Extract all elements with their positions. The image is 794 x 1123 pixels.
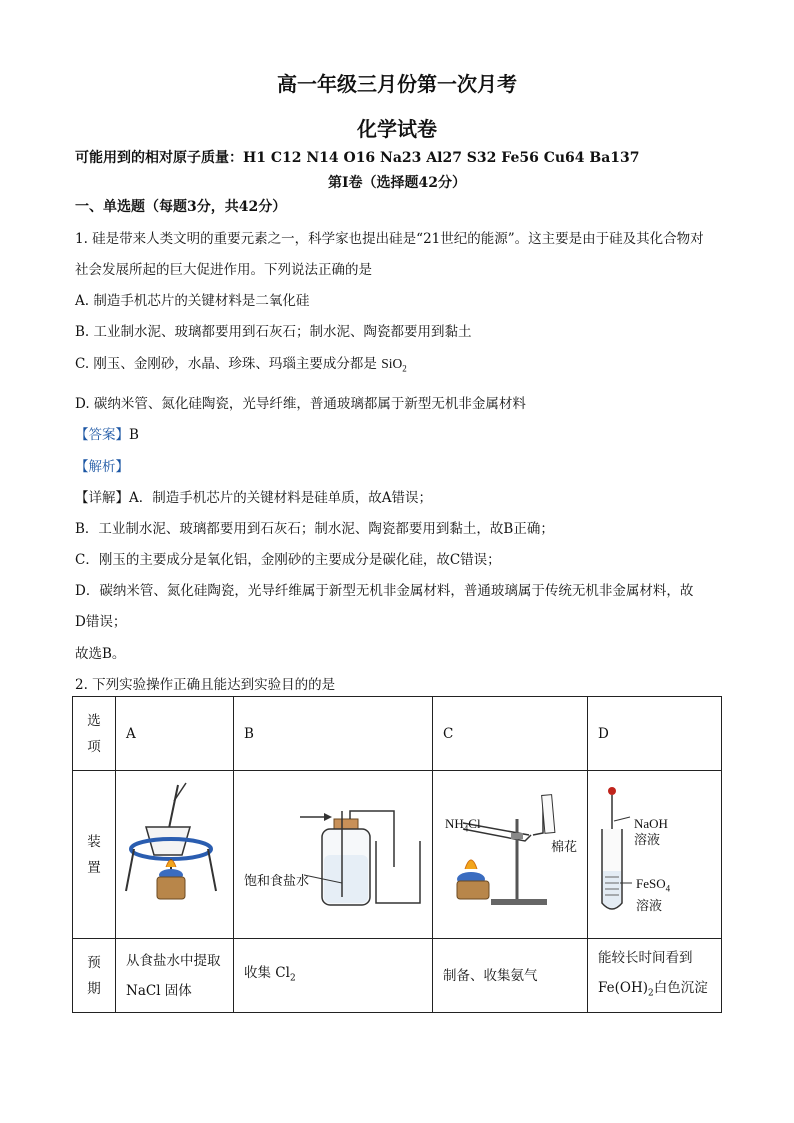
analysis-label: 【解析】 <box>75 459 129 475</box>
experiment-table <box>72 696 722 1013</box>
q1-stem-line1: 1. 硅是带来人类文明的重要元素之一，科学家也提出硅是“21世纪的能源”。这主要是由于硅及其化合物对 <box>75 231 704 247</box>
naoh-solution-text: 溶液 <box>634 833 661 848</box>
detail-b: B．工业制水泥、玻璃都要用到石灰石；制水泥、陶瓷都要用到黏土，故B正确； <box>75 521 554 537</box>
cell-expect-b <box>234 939 433 1013</box>
feso4-sub: 4 <box>665 883 671 894</box>
saturated-brine-label: 饱和食盐水 <box>244 874 310 889</box>
cell-text: 置 <box>87 859 101 876</box>
cell-text: 选 <box>87 712 101 729</box>
cell-expect-header <box>73 939 116 1013</box>
exam-subtitle: 化学试卷 <box>357 117 437 141</box>
cell-header-b: B <box>234 697 433 771</box>
naoh-text: NaOH <box>634 816 668 831</box>
q1-stem-line2: 社会发展所起的巨大促进作用。下列说法正确的是 <box>75 262 372 278</box>
cell-header-a: A <box>116 697 234 771</box>
detail-label: 【详解】 <box>75 490 129 506</box>
feoh2-sub: 2 <box>648 988 654 999</box>
cell-text: 项 <box>87 738 101 755</box>
cell-expect-a <box>116 939 234 1013</box>
detail-a-text: A．制造手机芯片的关键材料是硅单质，故A错误； <box>129 490 432 506</box>
q1-answer <box>75 423 139 443</box>
cell-text: 预 <box>87 954 101 971</box>
cell-expect-d <box>588 939 722 1013</box>
section-title: 一、单选题（每题3分，共42分） <box>75 199 287 215</box>
feso4-text: FeSO <box>636 876 666 891</box>
table-row-expectation <box>73 939 722 1013</box>
cell-option-header <box>73 697 116 771</box>
sio2-formula-main: SiO <box>381 356 403 371</box>
q1-option-a: A. 制造手机芯片的关键材料是二氧化硅 <box>75 293 310 309</box>
feoh2-text: Fe(OH) <box>598 979 648 996</box>
q2-stem: 2. 下列实验操作正确且能达到实验目的的是 <box>75 677 336 693</box>
cell-text: 从食盐水中提取 <box>126 952 221 969</box>
detail-c: C．刚玉的主要成分是氧化铝，金刚砂的主要成分是碳化硅，故C错误； <box>75 552 501 568</box>
table-row-header <box>73 697 722 771</box>
cell-text: 收集 Cl <box>244 964 290 981</box>
nh4cl-sub: 4 <box>463 823 469 834</box>
cell-device-d <box>588 771 722 939</box>
nh4cl-tail: Cl <box>468 816 481 831</box>
cell-device-b <box>234 771 433 939</box>
q1-option-d: D. 碳纳米管、氮化硅陶瓷，光导纤维，普通玻璃都属于新型无机非金属材料 <box>75 396 526 412</box>
part-title: 第Ⅰ卷（选择题42分） <box>327 175 467 191</box>
cell-text: 能较长时间看到 <box>598 949 693 966</box>
cell-text: NaCl 固体 <box>126 982 192 999</box>
cotton-label: 棉花 <box>551 840 578 855</box>
cell-device-c <box>433 771 588 939</box>
table-row-device <box>73 771 722 939</box>
sio2-formula <box>381 356 407 374</box>
feso4-label <box>636 875 670 915</box>
cell-device-a <box>116 771 234 939</box>
precipitate-text: 白色沉淀 <box>653 979 708 996</box>
ammonium-chloride-label <box>445 809 481 844</box>
sio2-formula-sub: 2 <box>402 363 407 374</box>
cell-text: 装 <box>87 833 101 850</box>
q1-option-c-text: C. 刚玉、金刚砂，水晶、珍珠、玛瑙主要成分都是 <box>75 356 377 372</box>
detail-d-line1: D．碳纳米管、氮化硅陶瓷，光导纤维属于新型无机非金属材料，普通玻璃属于传统无机非金属材料，故 <box>75 583 694 599</box>
exam-title: 高一年级三月份第一次月考 <box>277 72 517 96</box>
detail-a <box>75 486 432 506</box>
cell-sub: 2 <box>289 973 296 984</box>
answer-label: 【答案】 <box>75 427 129 443</box>
nh4cl-text: NH <box>445 816 464 831</box>
q1-option-c <box>75 352 407 374</box>
feso4-solution-text: 溶液 <box>636 898 663 914</box>
answer-value: B <box>129 427 139 443</box>
q1-option-b: B. 工业制水泥、玻璃都要用到石灰石；制水泥、陶瓷都要用到黏土 <box>75 324 472 340</box>
gas-washing-bottle-diagram <box>234 771 432 927</box>
cell-header-c: C <box>433 697 588 771</box>
cell-device-header <box>73 771 116 939</box>
cell-text: 期 <box>87 980 101 997</box>
cell-expect-c: 制备、收集氨气 <box>433 939 588 1013</box>
atomic-masses: 可能用到的相对原子质量：H1 C12 N14 O16 Na23 Al27 S32 Fe56 Cu64 Ba137 <box>75 150 640 166</box>
naoh-label <box>634 815 668 849</box>
detail-d-line2: D错误； <box>75 614 127 630</box>
evaporation-apparatus-diagram <box>116 771 233 927</box>
q1-conclusion: 故选B。 <box>75 646 126 662</box>
cell-header-d: D <box>588 697 722 771</box>
cell-text-line2 <box>598 973 711 1009</box>
